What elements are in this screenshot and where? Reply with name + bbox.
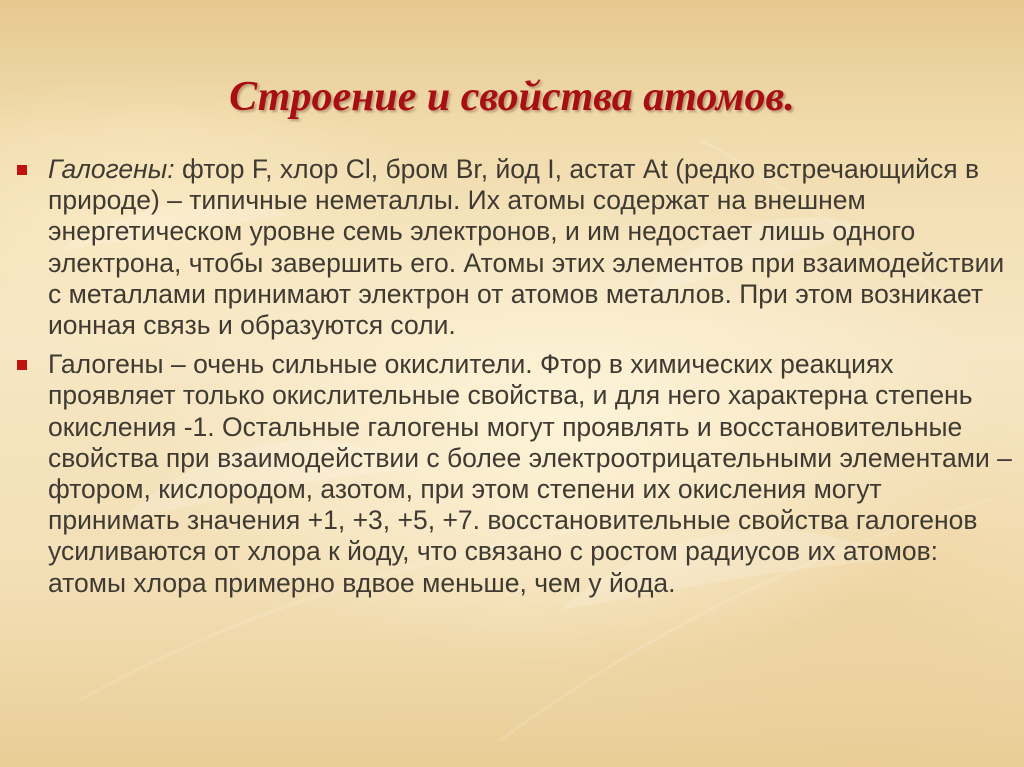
square-bullet-icon (17, 165, 27, 175)
bullet-text: Галогены – очень сильные окислители. Фтор в химических реакциях проявляет только окислительные свойства, и для него характерна степень окисления -1. Остальные галогены могут проявлять и восстановительные свойства при взаимодействии с более электроотрицательными элементами – фтором, кислородом, азотом, при этом степени их окисления могут принимать значения +1, +3, +5, +7. восстановительные свойства галогенов усиливаются от хлора к йоду, что связано с ростом радиусов их атомов: атомы хлора примерно вдвое меньше, чем у йода. (48, 349, 1012, 598)
slide-title: Строение и свойства атомов. (229, 74, 795, 120)
square-bullet-icon (17, 360, 27, 370)
bullet-item-halogens-overview (14, 154, 1020, 341)
bullet-list (14, 154, 1020, 607)
bullet-item-oxidizers (14, 349, 1020, 599)
bullet-text: фтор F, хлор Cl, бром Br, йод I, астат At (редко встречающийся в природе) – типичные неметаллы. Их атомы содержат на внешнем энергетическом уровне семь электронов, и им недостает лишь одного электрона, чтобы завершить его. Атомы этих элементов при взаимодействии с металлами принимают электрон от атомов металлов. При этом возникает ионная связь и образуются соли. (48, 154, 1005, 341)
bullet-term: Галогены: (48, 154, 175, 184)
